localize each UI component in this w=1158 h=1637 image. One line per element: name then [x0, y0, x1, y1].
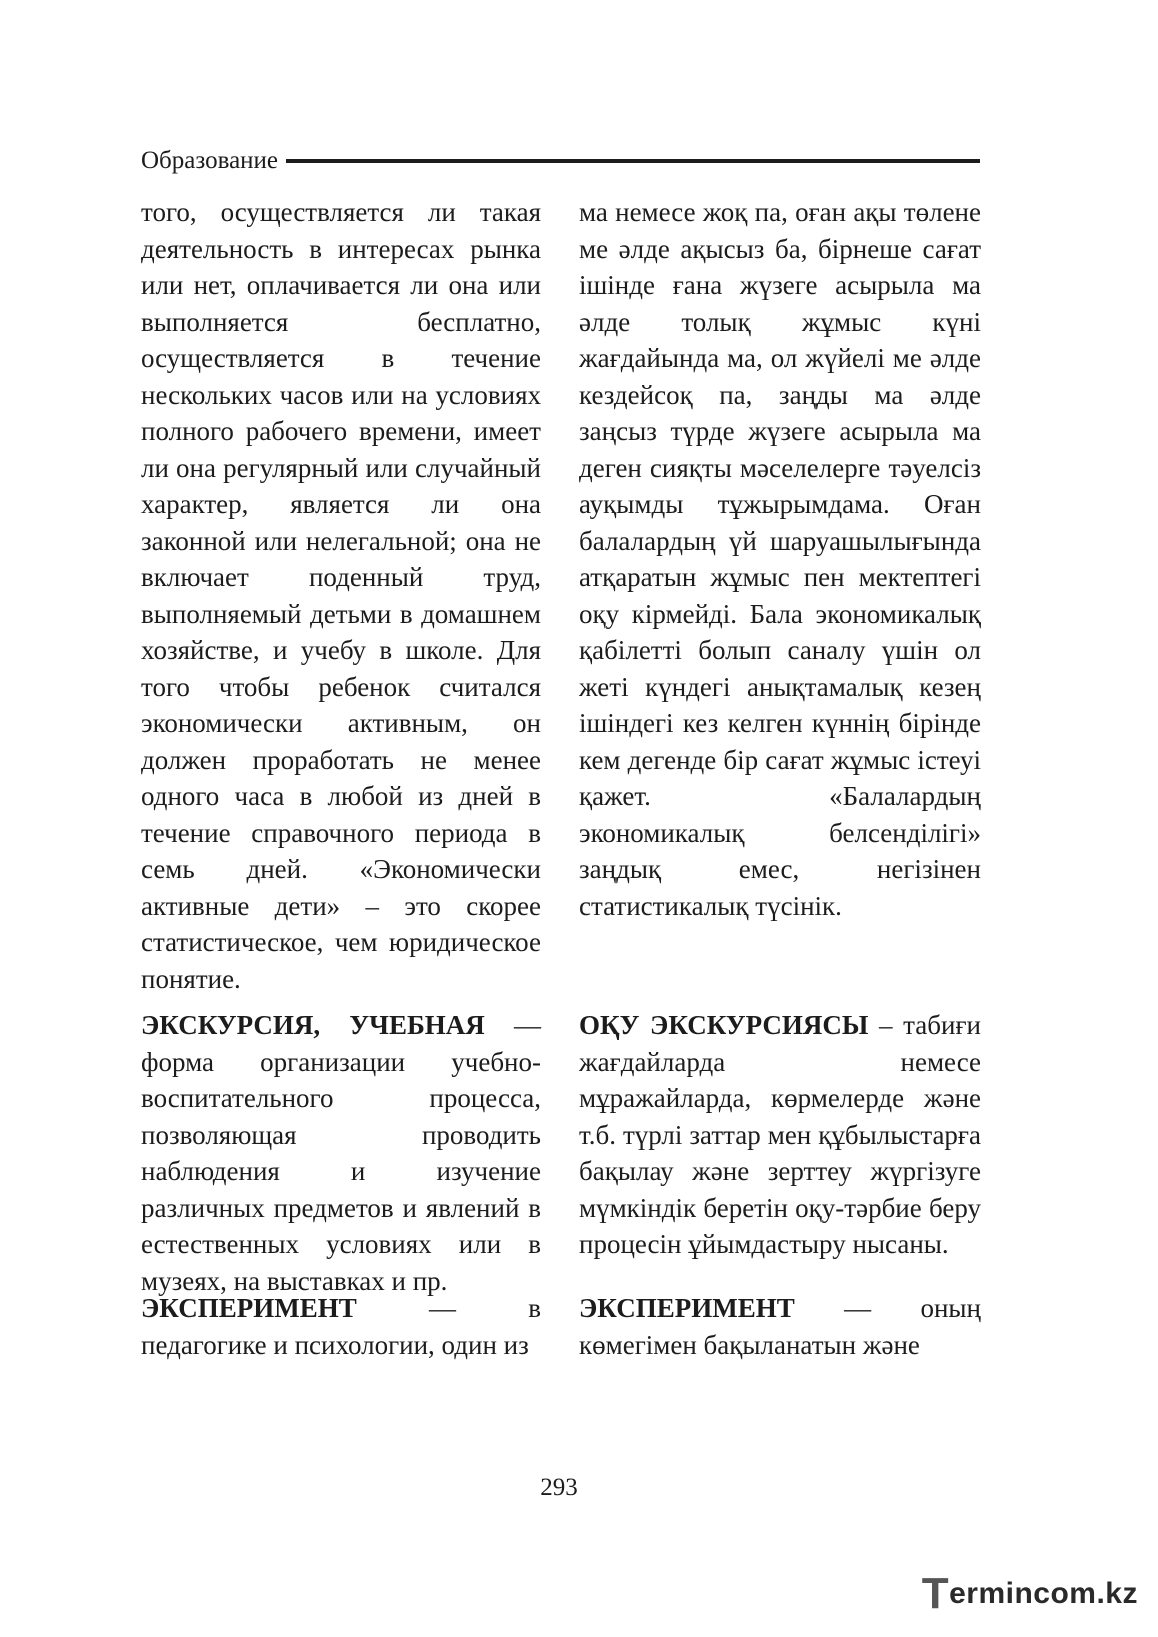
- logo-text: ermincom.kz: [949, 1577, 1138, 1610]
- entry-definition: оның көмегімен бақыланатын және: [579, 1293, 981, 1360]
- right-entry-experiment: [579, 1290, 981, 1363]
- page-header: [141, 146, 980, 176]
- right-entry-excursion: [579, 1007, 981, 1263]
- section-title: Образование: [141, 147, 279, 174]
- entry-separator: —: [429, 1293, 456, 1323]
- entry-term: ЭКСПЕРИМЕНТ: [141, 1293, 357, 1323]
- header-rule: [286, 159, 980, 163]
- site-logo: [922, 1569, 1138, 1619]
- left-entry-experiment: [141, 1290, 541, 1363]
- right-continuation-text: ма немесе жоқ па, оған ақы төлене ме әлде ақысыз ба, бірнеше сағат ішінде ғана жүзеге асырыла ма әлде толық жұмыс күні жағдайында ма, ол жүйелі ме әлде кездейсоқ па, заңды ма әлде заңсыз түрде жүзеге асырыла ма деген сияқты мәселелерге тәуелсіз ауқымды тұжырымдама. Оған балалардың үй шаруашылығында атқаратын жұмыс пен мектептегі оқу кірмейді. Бала экономикалық қабілетті болып саналу үшін ол жеті күндегі анықтамалық кезең ішіндегі кез келген күннің бірінде кем дегенде бір сағат жұмыс істеуі қажет. «Балалардың экономикалық белсенділігі» заңдық емес, негізінен статистикалық түсінік.: [579, 197, 981, 921]
- left-entry-excursion: [141, 1007, 541, 1299]
- right-column: [579, 194, 981, 924]
- entry-separator: —: [844, 1293, 872, 1323]
- entry-definition: форма организации учебно-воспитательного процесса, позволяющая проводить наблюдения и изучение различных предметов и явлений в естественных условиях или в музеях, на выставках и пр.: [141, 1046, 541, 1296]
- page-number: 293: [540, 1474, 578, 1501]
- entry-separator: –: [879, 1010, 893, 1040]
- left-continuation-text: того, осуществляется ли такая деятельность в интересах рынка или нет, оплачивается ли она или выполняется бесплатно, осуществляется в течение нескольких часов или на условиях полного рабочего времени, имеет ли она регулярный или случайный характер, является ли она законной или нелегальной; она не включает поденный труд, выполняемый детьми в домашнем хозяйстве, и учебу в школе. Для того чтобы ребенок считался экономически активным, он должен проработать не менее одного часа в любой из дней в течение справочного периода в семь дней. «Экономически активные дети» – это скорее статистическое, чем юридическое понятие.: [141, 197, 541, 994]
- entry-definition: в педагогике и психологии, один из: [141, 1293, 542, 1360]
- entry-term: ЭКСПЕРИМЕНТ: [579, 1293, 795, 1323]
- entry-term: ЭКСКУРСИЯ, УЧЕБНАЯ: [141, 1010, 485, 1040]
- entry-separator: —: [514, 1010, 541, 1040]
- entry-term: ОҚУ ЭКСКУРСИЯСЫ: [579, 1010, 869, 1040]
- left-column: [141, 194, 541, 997]
- entry-definition: табиғи жағдайларда немесе мұражайларда, көрмелерде және т.б. түрлі заттар мен құбылыстарға бақылау және зерттеу жүргізуге мүмкіндік беретін оқу-тәрбие беру процесін ұйымдастыру нысаны.: [579, 1010, 981, 1259]
- logo-letter: T: [921, 1569, 950, 1618]
